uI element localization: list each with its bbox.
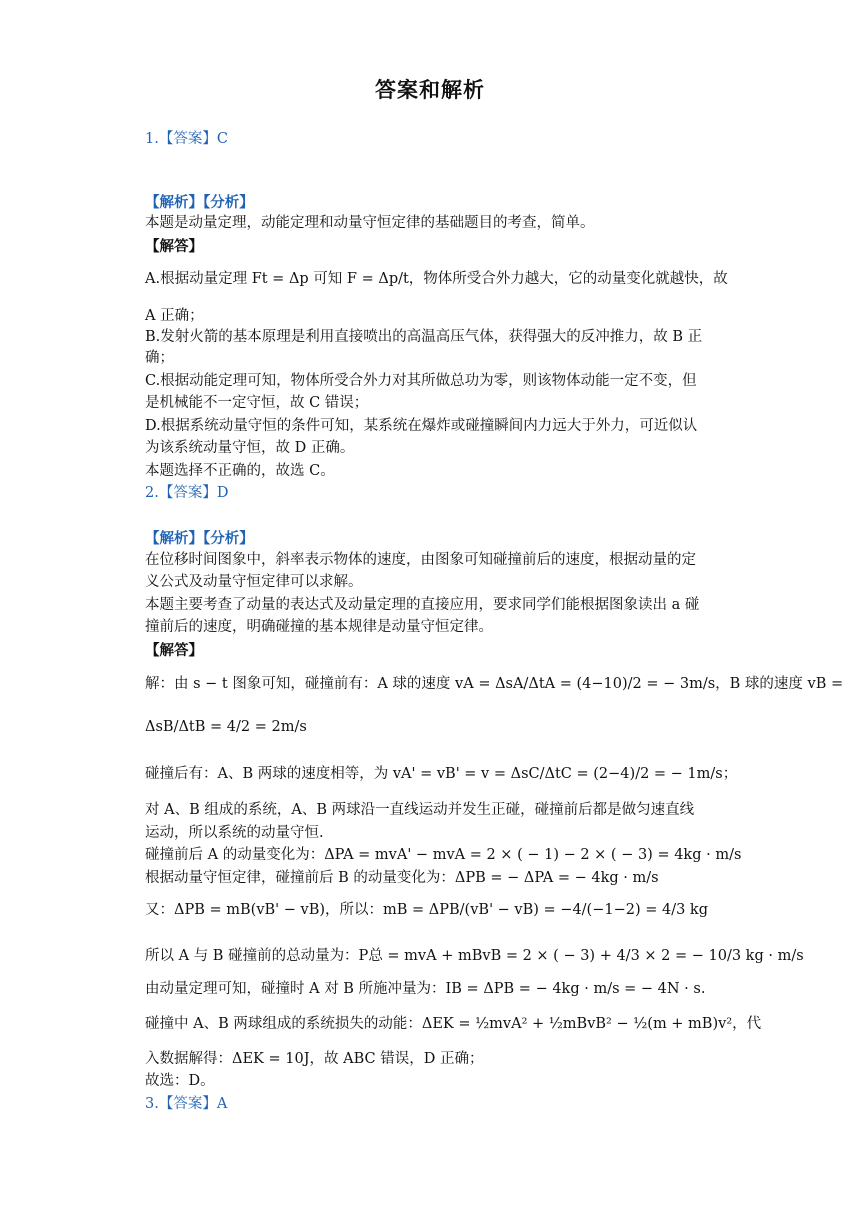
text-line: 【解析】【分析】: [145, 194, 254, 211]
text-line: 义公式及动量守恒定律可以求解。: [145, 574, 363, 590]
text-line: 确；: [145, 350, 174, 366]
text-line: 【解析】【分析】: [145, 530, 254, 547]
text-line: 【解答】: [145, 238, 203, 255]
text-line: 2.【答案】D: [145, 485, 229, 501]
text-line: 本题选择不正确的，故选 C。: [145, 463, 335, 479]
text-line: D.根据系统动量守恒的条件可知，某系统在爆炸或碰撞瞬间内力远大于外力，可近似认: [145, 418, 698, 434]
text-line: 由动量定理可知，碰撞时 A 对 B 所施冲量为：IB = ΔPB = − 4kg · m/s = − 4N · s.: [145, 981, 706, 997]
text-line: A 正确；: [145, 308, 204, 324]
page-title: 答案和解析: [375, 78, 485, 102]
text-line: 又：ΔPB = mB(vB' − vB)，所以：mB = ΔPB/(vB' − vB) = −4/(−1−2) = 4/3 kg: [145, 902, 708, 918]
text-line: 碰撞后有：A、B 两球的速度相等，为 vA' = vB' = v = ΔsC/ΔtC = (2−4)/2 = − 1m/s；: [145, 766, 738, 782]
text-line: 入数据解得：ΔEK = 10J，故 ABC 错误，D 正确；: [145, 1051, 484, 1067]
text-line: 根据动量守恒定律，碰撞前后 B 的动量变化为：ΔPB = − ΔPA = − 4kg · m/s: [145, 870, 659, 886]
text-line: 本题主要考查了动量的表达式及动量定理的直接应用，要求同学们能根据图象读出 a 碰: [145, 597, 700, 613]
text-line: 在位移时间图象中，斜率表示物体的速度，由图象可知碰撞前后的速度，根据动量的定: [145, 552, 696, 568]
text-line: 解：由 s − t 图象可知，碰撞前有：A 球的速度 vA = ΔsA/ΔtA = (4−10)/2 = − 3m/s，B 球的速度 vB =: [145, 676, 844, 692]
text-line: 是机械能不一定守恒，故 C 错误；: [145, 395, 369, 411]
text-line: A.根据动量定理 Ft = Δp 可知 F = Δp/t，物体所受合外力越大，它的动量变化就越快，故: [145, 271, 728, 287]
text-line: 为该系统动量守恒，故 D 正确。: [145, 440, 355, 456]
text-line: B.发射火箭的基本原理是利用直接喷出的高温高压气体，获得强大的反冲推力，故 B 正: [145, 329, 703, 345]
text-line: 【解答】: [145, 642, 203, 659]
text-line: 运动，所以系统的动量守恒.: [145, 825, 324, 841]
text-line: C.根据动能定理可知，物体所受合外力对其所做总功为零，则该物体动能一定不变，但: [145, 373, 697, 389]
text-line: 本题是动量定理，动能定理和动量守恒定律的基础题目的考查，简单。: [145, 215, 595, 231]
text-line: 碰撞中 A、B 两球组成的系统损失的动能：ΔEK = ½mvA² + ½mBvB² − ½(m + mB)v²，代: [145, 1016, 762, 1032]
text-line: 撞前后的速度，明确碰撞的基本规律是动量守恒定律。: [145, 619, 493, 635]
text-line: 所以 A 与 B 碰撞前的总动量为：P总 = mvA + mBvB = 2 × ( − 3) + 4/3 × 2 = − 10/3 kg · m/s: [145, 948, 804, 964]
text-line: 1.【答案】C: [145, 131, 228, 147]
text-line: 故选：D。: [145, 1073, 215, 1089]
text-line: 对 A、B 组成的系统，A、B 两球沿一直线运动并发生正碰，碰撞前后都是做匀速直线: [145, 802, 695, 818]
text-line: ΔsB/ΔtB = 4/2 = 2m/s: [145, 719, 307, 735]
text-line: 碰撞前后 A 的动量变化为：ΔPA = mvA' − mvA = 2 × ( − 1) − 2 × ( − 3) = 4kg · m/s: [145, 847, 742, 863]
text-line: 3.【答案】A: [145, 1096, 228, 1112]
